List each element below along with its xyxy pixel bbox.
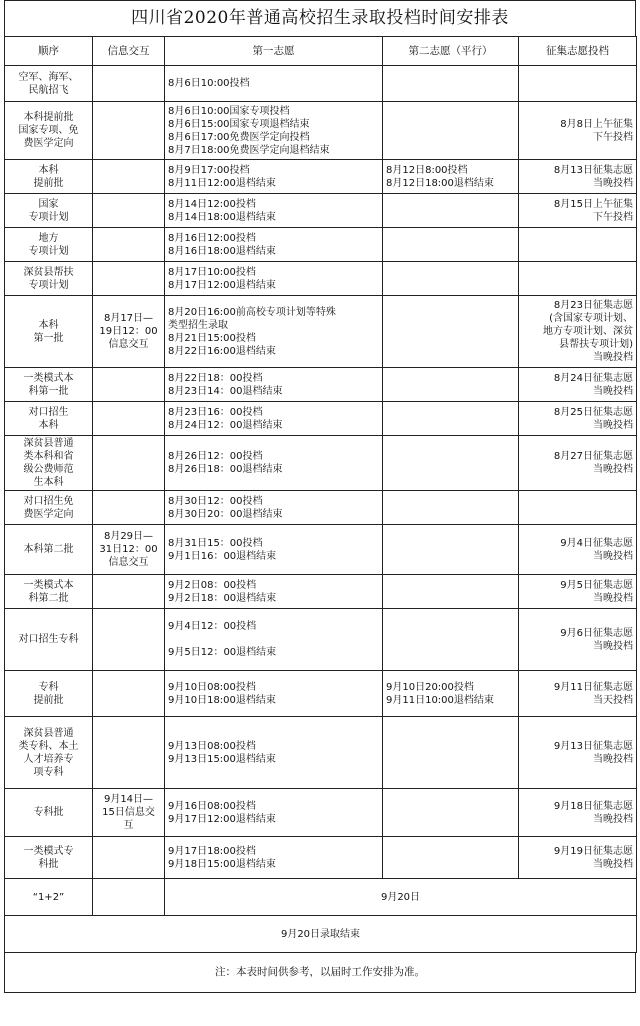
cell-line: 当晚投档 <box>593 592 633 604</box>
cell-line: 8月8日上午征集 <box>560 118 633 130</box>
cell-info <box>93 402 165 436</box>
cell-order <box>5 66 93 102</box>
cell-line: 一类模式本 <box>23 372 74 384</box>
header-order: 顺序 <box>5 37 93 66</box>
cell-line: 9月10日08:00投档 <box>168 681 256 693</box>
cell-line: 当晚投档 <box>593 813 633 825</box>
cell-first-choice <box>165 102 383 160</box>
header-solicit: 征集志愿投档 <box>519 37 637 66</box>
cell-line: 9月4日12：00投档 <box>168 621 257 632</box>
cell-order <box>5 402 93 436</box>
cell-line: 9月17日12:00退档结束 <box>168 813 276 825</box>
table-row <box>5 102 637 160</box>
cell-line: 9月16日08:00投档 <box>168 800 256 812</box>
header-first-choice: 第一志愿 <box>165 37 383 66</box>
cell-first-choice <box>165 609 383 671</box>
cell-line: 8月11日12:00退档结束 <box>168 177 276 189</box>
cell-line: 9月6日征集志愿 <box>560 627 633 639</box>
cell-second-choice <box>383 436 519 491</box>
cell-info <box>93 491 165 525</box>
cell-solicit <box>519 228 637 262</box>
cell-line: 本科提前批 <box>23 112 74 123</box>
table-row <box>5 66 637 102</box>
cell-line: 8月16日12:00投档 <box>168 232 256 244</box>
cell-order <box>5 525 93 575</box>
cell-line: 费医学定向 <box>23 138 74 149</box>
table-row <box>5 436 637 491</box>
cell-line: 级公费师范 <box>23 464 74 475</box>
cell-info <box>93 228 165 262</box>
cell-info <box>93 194 165 228</box>
cell-line: 本科 <box>38 164 59 176</box>
cell-order <box>5 160 93 194</box>
cell-info <box>93 671 165 717</box>
cell-line: 8月30日20：00退档结束 <box>168 508 283 520</box>
cell-line: 当晚投档 <box>593 753 633 765</box>
cell-line: 9月19日征集志愿 <box>553 845 633 857</box>
cell-second-choice <box>383 717 519 789</box>
cell-line: 9月10日18:00退档结束 <box>168 694 276 706</box>
cell-line: 8月6日10:00投档 <box>168 78 250 89</box>
cell-line: 8月17日10:00投档 <box>168 266 256 278</box>
cell-first-choice <box>165 436 383 491</box>
cell-line: 类专科、本土 <box>18 740 79 752</box>
cell-order <box>5 368 93 402</box>
cell-first-choice <box>165 368 383 402</box>
cell-second-choice <box>383 102 519 160</box>
page-title: 四川省2020年普通高校招生录取投档时间安排表 <box>4 0 636 36</box>
cell-solicit <box>519 837 637 879</box>
cell-second-choice <box>383 228 519 262</box>
cell-line: 8月6日10:00国家专项投档 <box>168 105 290 117</box>
cell-first-choice <box>165 160 383 194</box>
cell-line: 人才培养专 <box>23 753 74 765</box>
cell-line: 下午投档 <box>593 131 633 143</box>
cell-line: 8月14日18:00退档结束 <box>168 211 276 223</box>
cell-solicit <box>519 66 637 102</box>
cell-line: 专项计划 <box>28 211 69 223</box>
cell-second-choice <box>383 262 519 296</box>
cell-first-choice <box>165 228 383 262</box>
table-row <box>5 837 637 879</box>
cell-info <box>93 717 165 789</box>
cell-line: 9月11日10:00退档结束 <box>386 694 494 706</box>
cell-line: 类型招生录取 <box>168 319 228 331</box>
cell-solicit <box>519 102 637 160</box>
footnote: 注：本表时间供参考，以届时工作安排为准。 <box>4 953 636 993</box>
cell-line: 9月1日16：00退档结束 <box>168 550 277 562</box>
cell-solicit <box>519 368 637 402</box>
cell-order <box>5 262 93 296</box>
table-row <box>5 491 637 525</box>
cell-second-choice <box>383 160 519 194</box>
cell-line: 互 <box>123 820 134 831</box>
cell-line: 8月16日18:00退档结束 <box>168 245 276 257</box>
cell-line: 对口招生免 <box>23 495 74 507</box>
cell-solicit <box>519 436 637 491</box>
table-body <box>5 66 637 879</box>
cell-first-choice <box>165 66 383 102</box>
cell-solicit <box>519 402 637 436</box>
table-row-one-plus-two <box>5 879 637 916</box>
cell-line: 9月5日12：00退档结束 <box>168 647 277 658</box>
cell-solicit <box>519 789 637 837</box>
cell-second-choice <box>383 525 519 575</box>
cell-line: 9月14日— <box>103 794 154 805</box>
cell-line: 9月2日18：00退档结束 <box>168 592 277 604</box>
cell-line: 当晚投档 <box>593 385 633 397</box>
cell-line: 8月9日17:00投档 <box>168 164 250 176</box>
table-row <box>5 525 637 575</box>
cell-info <box>93 789 165 837</box>
table-row <box>5 262 637 296</box>
one-plus-two-date: 9月20日 <box>165 879 637 916</box>
cell-line: 项专科 <box>33 766 64 778</box>
cell-second-choice <box>383 609 519 671</box>
cell-line: 8月24日12：00退档结束 <box>168 419 283 431</box>
cell-first-choice <box>165 194 383 228</box>
cell-order <box>5 296 93 368</box>
cell-first-choice <box>165 575 383 609</box>
table-row <box>5 671 637 717</box>
cell-line: 地方 <box>38 232 59 244</box>
cell-line: 9月13日08:00投档 <box>168 740 256 752</box>
table-row <box>5 368 637 402</box>
cell-first-choice <box>165 491 383 525</box>
cell-line: 8月29日— <box>103 531 154 542</box>
cell-line: 提前批 <box>33 177 64 189</box>
cell-solicit <box>519 609 637 671</box>
cell-line: 8月15日上午征集 <box>553 198 633 210</box>
cell-line: 一类模式本 <box>23 579 74 591</box>
cell-info <box>93 609 165 671</box>
cell-line: 9月10日20:00投档 <box>386 681 474 693</box>
cell-info <box>93 102 165 160</box>
cell-line: 8月17日— <box>103 313 154 324</box>
cell-line: 信息交互 <box>108 339 149 350</box>
cell-line: 深贫县普通 <box>23 438 74 449</box>
cell-line: 8月22日16:00退档结束 <box>168 345 276 357</box>
cell-line: 8月20日16:00前高校专项计划等特殊 <box>168 306 336 318</box>
schedule-table <box>4 36 637 953</box>
one-plus-two-label: “1+2” <box>5 879 93 916</box>
cell-line: 对口招生专科 <box>18 634 79 645</box>
cell-line: 科第一批 <box>28 385 69 397</box>
cell-line: 8月23日14：00退档结束 <box>168 385 283 397</box>
cell-line: 下午投档 <box>593 211 633 223</box>
header-second-choice: 第二志愿（平行） <box>383 37 519 66</box>
cell-second-choice <box>383 194 519 228</box>
cell-line: 8月17日12:00退档结束 <box>168 279 276 291</box>
cell-line: 9月13日征集志愿 <box>553 740 633 752</box>
cell-first-choice <box>165 837 383 879</box>
cell-line: 9月11日征集志愿 <box>553 681 633 693</box>
cell-line: 专科批 <box>33 807 64 818</box>
cell-line: 县帮扶专项计划) <box>559 339 633 350</box>
cell-line: 类本科和省 <box>23 451 74 462</box>
cell-line: 8月24日征集志愿 <box>553 372 633 384</box>
cell-line: 31日12：00 <box>99 544 158 555</box>
cell-solicit <box>519 262 637 296</box>
cell-first-choice <box>165 296 383 368</box>
cell-line: 8月31日15：00投档 <box>168 537 263 549</box>
cell-first-choice <box>165 262 383 296</box>
table-header-row <box>5 37 637 66</box>
table-row <box>5 194 637 228</box>
cell-line: 生本科 <box>33 477 64 488</box>
cell-line: 8月6日15:00国家专项退档结束 <box>168 118 310 130</box>
table-row <box>5 789 637 837</box>
cell-info <box>93 575 165 609</box>
table-row-final <box>5 916 637 953</box>
cell-line: 当天投档 <box>593 694 633 706</box>
cell-info <box>93 436 165 491</box>
cell-line: 8月26日12：00投档 <box>168 451 263 462</box>
cell-line: 8月13日征集志愿 <box>553 164 633 176</box>
cell-order <box>5 102 93 160</box>
cell-second-choice <box>383 368 519 402</box>
cell-line: 9月18日征集志愿 <box>553 800 633 812</box>
cell-first-choice <box>165 717 383 789</box>
cell-first-choice <box>165 671 383 717</box>
cell-line: 深贫县帮扶 <box>23 266 74 278</box>
cell-line: 8月23日征集志愿 <box>553 300 633 311</box>
cell-info <box>93 296 165 368</box>
cell-first-choice <box>165 525 383 575</box>
cell-line: 当晚投档 <box>593 177 633 189</box>
cell-line: 科第二批 <box>28 592 69 604</box>
cell-solicit <box>519 296 637 368</box>
cell-line <box>168 633 379 646</box>
cell-line: 15日信息交 <box>102 807 155 818</box>
cell-order <box>5 491 93 525</box>
table-row <box>5 609 637 671</box>
cell-info <box>93 262 165 296</box>
cell-second-choice <box>383 491 519 525</box>
cell-info <box>93 160 165 194</box>
cell-second-choice <box>383 296 519 368</box>
cell-second-choice <box>383 575 519 609</box>
cell-line: 8月6日17:00免费医学定向投档 <box>168 131 310 143</box>
cell-solicit <box>519 491 637 525</box>
cell-info <box>93 837 165 879</box>
table-row <box>5 296 637 368</box>
cell-line: 对口招生 <box>28 406 69 418</box>
cell-line: 专项计划 <box>28 245 69 257</box>
cell-order <box>5 575 93 609</box>
cell-line: 8月27日征集志愿 <box>553 451 633 462</box>
cell-solicit <box>519 671 637 717</box>
cell-second-choice <box>383 66 519 102</box>
cell-line: 空军、海军、 <box>18 71 79 83</box>
cell-line: 国家专项、免 <box>18 125 79 136</box>
table-row <box>5 228 637 262</box>
cell-order <box>5 837 93 879</box>
cell-line: 地方专项计划、深贫 <box>543 326 633 337</box>
cell-line: 8月23日16：00投档 <box>168 406 263 418</box>
cell-second-choice <box>383 789 519 837</box>
cell-line: 19日12：00 <box>99 326 158 337</box>
cell-line: 8月14日12:00投档 <box>168 198 256 210</box>
cell-line: 国家 <box>38 198 59 210</box>
cell-line: 民航招飞 <box>28 84 69 96</box>
cell-line: 信息交互 <box>108 557 149 568</box>
cell-order <box>5 194 93 228</box>
cell-order <box>5 228 93 262</box>
cell-line: 深贫县普通 <box>23 727 74 739</box>
cell-order <box>5 717 93 789</box>
cell-first-choice <box>165 402 383 436</box>
cell-line: 8月30日12：00投档 <box>168 495 263 507</box>
cell-line: 8月26日18：00退档结束 <box>168 464 283 475</box>
cell-order <box>5 436 93 491</box>
cell-second-choice <box>383 402 519 436</box>
cell-line: 本科 <box>38 419 59 431</box>
cell-line: 本科 <box>38 319 59 331</box>
cell-line: 8月22日18：00投档 <box>168 372 263 384</box>
cell-line: 当晚投档 <box>593 640 633 652</box>
cell-order <box>5 671 93 717</box>
cell-line: 8月25日征集志愿 <box>553 406 633 418</box>
cell-line: 9月4日征集志愿 <box>560 537 633 549</box>
header-info: 信息交互 <box>93 37 165 66</box>
cell-line: 9月18日15:00退档结束 <box>168 858 276 870</box>
final-text: 9月20日录取结束 <box>5 916 637 953</box>
cell-line: 一类模式专 <box>23 845 74 857</box>
cell-line: (含国家专项计划、 <box>549 313 633 324</box>
table-row <box>5 160 637 194</box>
cell-solicit <box>519 525 637 575</box>
cell-info <box>93 368 165 402</box>
cell-line: 费医学定向 <box>23 508 74 520</box>
cell-first-choice <box>165 789 383 837</box>
table-row <box>5 575 637 609</box>
cell-info <box>93 66 165 102</box>
table-row <box>5 717 637 789</box>
cell-line: 当晚投档 <box>593 550 633 562</box>
cell-line: 当晚投档 <box>593 419 633 431</box>
cell-second-choice <box>383 837 519 879</box>
cell-line: 9月5日征集志愿 <box>560 579 633 591</box>
cell-line: 本科第二批 <box>23 544 74 555</box>
cell-second-choice <box>383 671 519 717</box>
cell-line: 8月12日8:00投档 <box>386 164 468 176</box>
table-row <box>5 402 637 436</box>
cell-order <box>5 609 93 671</box>
cell-line: 8月21日15:00投档 <box>168 332 256 344</box>
cell-line: 当晚投档 <box>593 352 633 363</box>
schedule-page <box>4 0 636 993</box>
cell-solicit <box>519 717 637 789</box>
cell-solicit <box>519 194 637 228</box>
cell-info <box>93 525 165 575</box>
cell-line: 科批 <box>38 858 59 870</box>
one-plus-two-info <box>93 879 165 916</box>
cell-line: 8月12日18:00退档结束 <box>386 177 494 189</box>
cell-line: 9月17日18:00投档 <box>168 845 256 857</box>
cell-solicit <box>519 160 637 194</box>
cell-line: 8月7日18:00免费医学定向退档结束 <box>168 144 330 156</box>
cell-line: 提前批 <box>33 694 64 706</box>
cell-line: 当晚投档 <box>593 858 633 870</box>
cell-order <box>5 789 93 837</box>
cell-line: 专项计划 <box>28 279 69 291</box>
cell-solicit <box>519 575 637 609</box>
cell-line: 9月2日08：00投档 <box>168 579 257 591</box>
cell-line: 第一批 <box>33 332 64 344</box>
cell-line: 9月13日15:00退档结束 <box>168 753 276 765</box>
cell-line: 专科 <box>38 681 59 693</box>
cell-line: 当晚投档 <box>593 464 633 475</box>
